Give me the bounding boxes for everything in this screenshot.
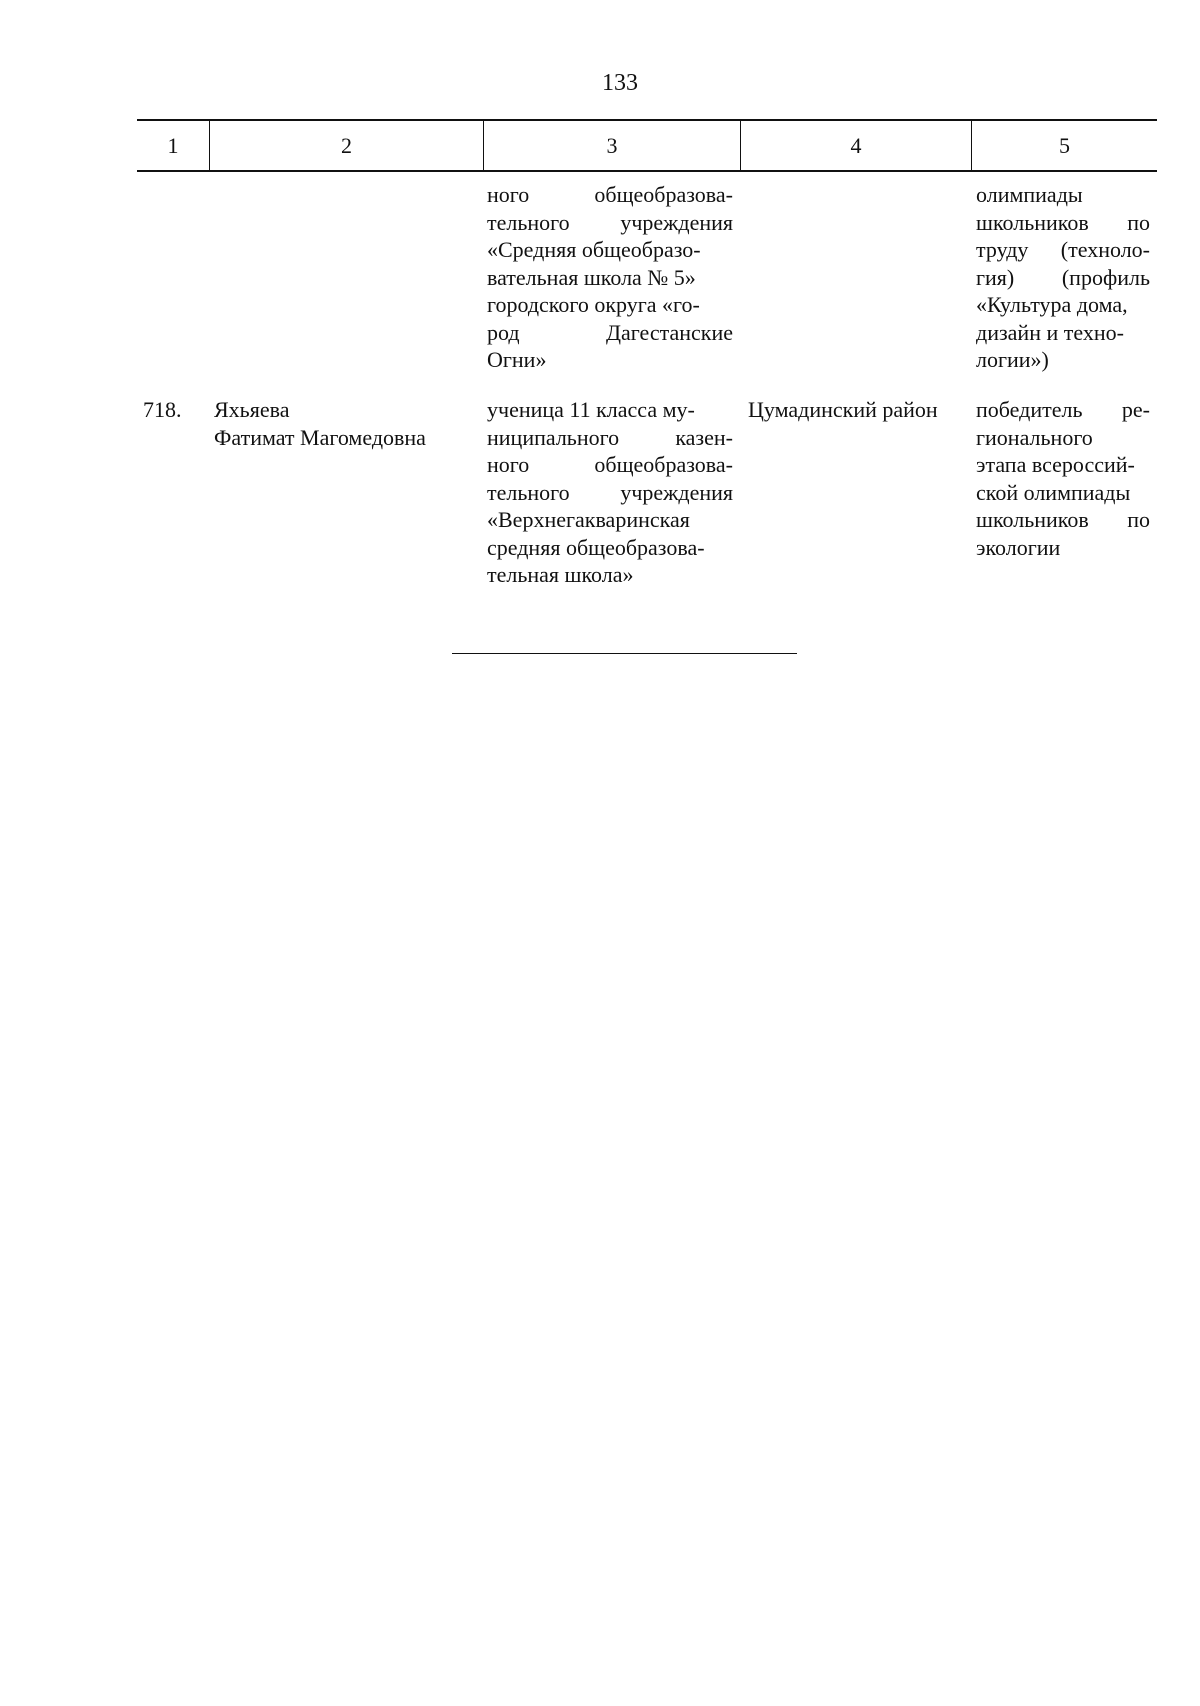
text-line: школьников по — [976, 209, 1150, 235]
text-line: гия) (профиль — [976, 264, 1150, 290]
achievement — [976, 396, 1150, 561]
text-line: средняя общеобразова- — [487, 534, 705, 560]
text-line: ного общеобразова- — [487, 452, 733, 477]
text-line: победитель ре- — [976, 397, 1150, 422]
header-col-2: 2 — [341, 133, 352, 158]
person-name — [214, 396, 474, 451]
end-of-list-rule — [452, 653, 797, 654]
text-line: школьников по — [976, 507, 1150, 532]
header-col-5: 5 — [1059, 133, 1070, 158]
text-line: гионального — [976, 424, 1093, 450]
text-line: вательная школа № 5» — [487, 264, 696, 290]
continuation-col5 — [976, 181, 1150, 374]
header-col-3: 3 — [606, 133, 618, 158]
continuation-col3 — [487, 181, 733, 374]
page-number: 133 — [602, 70, 638, 96]
text-line: тельная школа» — [487, 562, 634, 587]
text-line: ученица 11 класса му- — [487, 397, 695, 422]
text-line: ного общеобразова- — [487, 182, 733, 207]
text-line: городского округа «го- — [487, 292, 700, 317]
header-col-1: 1 — [167, 133, 179, 158]
text-line: труду (техноло- — [976, 237, 1150, 262]
table-header-row — [137, 119, 1157, 172]
text-line: ниципального казен- — [487, 424, 733, 450]
text-line: тельного учреждения — [487, 209, 733, 235]
text-line: олимпиады — [976, 182, 1083, 207]
text-line: Яхьяева — [214, 397, 290, 422]
text-line: «Культура дома, — [976, 292, 1128, 317]
text-line: «Верхнегакваринская — [487, 507, 690, 532]
text-line: логии») — [976, 347, 1049, 372]
district: Цумадинский район — [748, 397, 938, 422]
row-number: 718. — [143, 397, 182, 422]
text-line: Фатимат Магомедовна — [214, 424, 426, 450]
text-line: этапа всероссий- — [976, 452, 1135, 477]
text-line: ской олимпиады — [976, 479, 1131, 505]
header-col-4: 4 — [850, 133, 862, 158]
text-line: экологии — [976, 534, 1061, 560]
text-line: тельного учреждения — [487, 479, 733, 505]
person-position — [487, 396, 733, 589]
text-line: род Дагестанские — [487, 319, 733, 345]
text-line: «Средняя общеобразо- — [487, 237, 701, 262]
text-line: Огни» — [487, 347, 547, 372]
text-line: дизайн и техно- — [976, 319, 1124, 345]
